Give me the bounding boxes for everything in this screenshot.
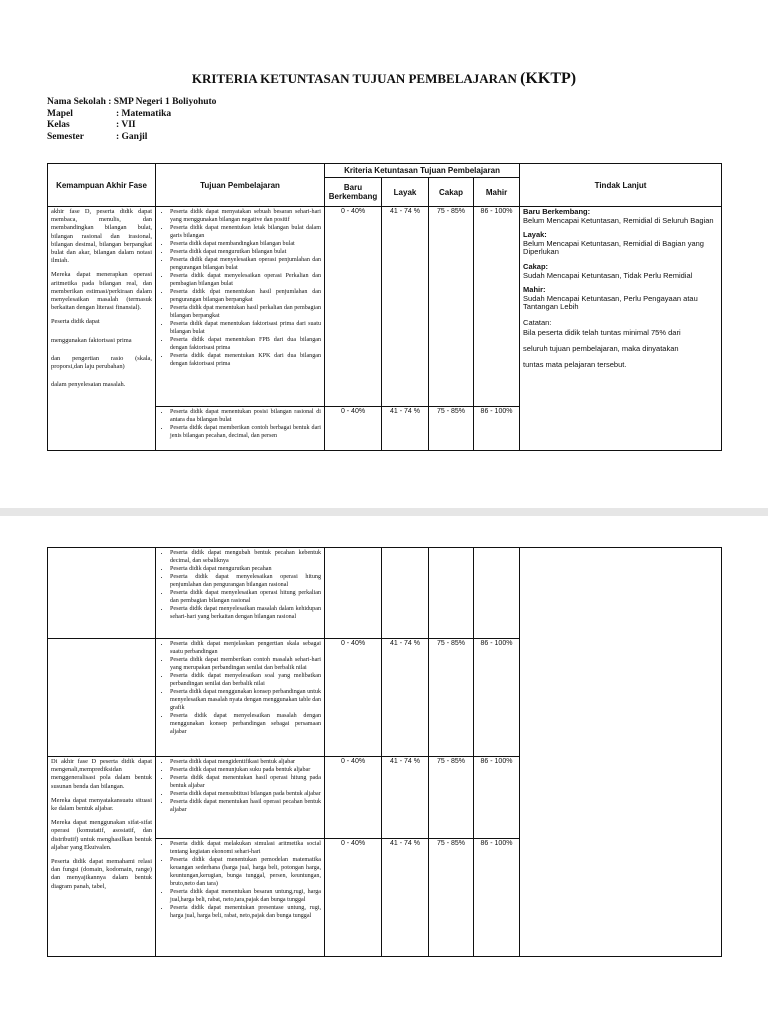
criteria-mahir: 86 - 100% bbox=[474, 639, 520, 757]
document-title bbox=[0, 70, 768, 88]
tujuan-cell-4 bbox=[156, 639, 325, 757]
criteria-empty bbox=[429, 548, 474, 639]
criteria-baru: 0 - 40% bbox=[325, 407, 382, 451]
title-main: KRITERIA KETUNTASAN TUJUAN PEMBELAJARAN bbox=[191, 71, 517, 86]
page-gap bbox=[0, 508, 768, 516]
kemampuan-paragraph: Peserta didik dapat bbox=[51, 318, 100, 326]
tujuan-cell-1 bbox=[156, 207, 325, 407]
kemampuan-paragraph: Mereka dapat menerapkan operasi aritmetika pada bilangan real, dan memberikan estimasi/perkiraan dalam menyelesaikan masalah (termasuk berkaitan dengan literasi finansial). bbox=[51, 271, 152, 312]
tindak-lanjut-cell-empty bbox=[520, 548, 722, 957]
info-value: : Ganjil bbox=[116, 131, 148, 142]
tujuan-item: • Peserta didik dapat menentukan hasil operasi pecahan bentuk aljabar bbox=[170, 798, 321, 814]
kemampuan-paragraph: dalam penyelesaian masalah. bbox=[51, 381, 126, 389]
info-row-mapel bbox=[47, 109, 216, 121]
header-kemampuan: Kemampuan Akhir Fase bbox=[48, 164, 156, 207]
tujuan-item: • Peserta didik dapat menyelesaikan operasi hitung penjumlahan dan pengurangan bilangan rasional bbox=[170, 573, 321, 589]
criteria-layak: 41 - 74 % bbox=[382, 757, 429, 839]
tindak-layak: Layak: Belum Mencapai Ketuntasan, Remidial di Bagian yang Diperlukan bbox=[523, 230, 704, 257]
tujuan-item: • Peserta didik dapat menentukan pemodelan matematika keuangan sederhana (harga jual, harga beli, potongan harga, keuntungan,kerugian, bunga tunggal, persen, keuntungan, bruto,neto dan tara) bbox=[170, 856, 321, 888]
criteria-layak: 41 - 74 % bbox=[382, 839, 429, 957]
criteria-baru: 0 - 40% bbox=[325, 839, 382, 957]
info-label: Kelas bbox=[47, 120, 70, 130]
tindak-cakap: Cakap: Sudah Mencapai Ketuntasan, Tidak Perlu Remidial bbox=[523, 261, 693, 280]
tujuan-item: • Peserta didik dapat menyatakan sebuah besaran sehari-hari yang menggunakan bilangan negative dan positif bbox=[170, 208, 321, 224]
kemampuan-cell-2 bbox=[48, 757, 156, 957]
criteria-empty bbox=[325, 548, 382, 639]
tindak-mahir: Mahir: Sudah Mencapai Ketuntasan, Perlu Pengayaan atau Tantangan Lebih bbox=[523, 285, 698, 312]
info-label: Mapel bbox=[47, 108, 73, 119]
criteria-mahir: 86 - 100% bbox=[474, 207, 520, 407]
tindak-lanjut-cell bbox=[520, 207, 722, 451]
info-label: Nama Sekolah bbox=[47, 97, 106, 107]
tujuan-item: • Peserta didik dpat menentukan hasil penjumlahan dan pengurangan bilangan berpangkat bbox=[170, 288, 321, 304]
tujuan-item: • Peserta didik dapat menentukan letak bilangan bulat dalam garis bilangan bbox=[170, 224, 321, 240]
tujuan-item: • Peserta didik dapat mengubah bentuk pecahan kebentuk decimal, dan sebaliknya bbox=[170, 549, 321, 565]
kemampuan-paragraph: Mereka dapat menyatakansuatu situasi ke dalam bentuk aljabar. bbox=[51, 796, 152, 813]
criteria-baru: 0 - 40% bbox=[325, 207, 382, 407]
kemampuan-paragraph: Di akhir fase D peserta didik dapat mengenali,memprediksidan menggeneralisasi pola dalam bentuk susunan benda dan bilangan. bbox=[51, 758, 152, 790]
school-info bbox=[47, 97, 216, 143]
criteria-cakap: 75 - 85% bbox=[429, 639, 474, 757]
tujuan-item: • Peserta didik dapat mengurutkan pecahan bbox=[170, 565, 321, 573]
header-tindak-lanjut: Tindak Lanjut bbox=[520, 164, 722, 207]
kemampuan-cell-1 bbox=[48, 207, 156, 451]
page-2 bbox=[0, 516, 768, 1024]
criteria-baru: 0 - 40% bbox=[325, 639, 382, 757]
criteria-mahir: 86 - 100% bbox=[474, 407, 520, 451]
info-row-school bbox=[47, 97, 216, 109]
tujuan-cell-6 bbox=[156, 839, 325, 957]
tujuan-item: • Peserta didik dapat mensubtitusi bilangan pada bentuk aljabar bbox=[170, 790, 321, 798]
criteria-mahir: 86 - 100% bbox=[474, 757, 520, 839]
tujuan-item: • Peserta didik dapat menentukan FPB dari dua bilangan dengan faktorisasi prima bbox=[170, 336, 321, 352]
tujuan-cell-2 bbox=[156, 407, 325, 451]
tujuan-item: • Peserta didik dapat menentukan posisi bilangan rasional di antara dua bilangan bulat bbox=[170, 408, 321, 424]
kktp-table-page2 bbox=[47, 547, 722, 957]
kemampuan-paragraph: Peserta didik dapat memahami relasi dan fungsi (domain, kodomain, range) dan menyajikannya dalam bentuk diagram panah, tabel, bbox=[51, 858, 152, 890]
criteria-cakap: 75 - 85% bbox=[429, 757, 474, 839]
criteria-layak: 41 - 74 % bbox=[382, 639, 429, 757]
tujuan-item: • Peserta didik dapat menentukan KPK dari dua bilangan dengan faktorisasi prima bbox=[170, 352, 321, 368]
kemampuan-cell-empty bbox=[48, 639, 156, 757]
tujuan-item: • Peserta didik dapat menentukan hasil operasi hitung pada bentuk aljabar bbox=[170, 774, 321, 790]
tujuan-item: • Peserta didik dapat menyelesaikan masalah dengan menggunakan konsep perbandingan sebagai persamaan aljabar bbox=[170, 712, 321, 736]
kemampuan-paragraph: dan pengertian rasio (skala, proporsi,dan laju perubahan) bbox=[51, 354, 152, 371]
tujuan-item: • Peserta didik dapat menyelesaikan soal yang melibatkan perbandingan senilai dan berbalik nilai bbox=[170, 672, 321, 688]
criteria-layak: 41 - 74 % bbox=[382, 207, 429, 407]
tujuan-item: • Peserta didik dapat menggunakan konsep perbandingan untuk menyelesaikan masalah nyata dengan menggunakan table dan grafik bbox=[170, 688, 321, 712]
tujuan-item: • Peserta didik dapat menentukan besaran untung,rugi, harga jual,harga beli, rabat, neto,tara,pajak dan bunga tunggal bbox=[170, 888, 321, 904]
info-value: : VII bbox=[116, 120, 136, 130]
header-kriteria: Kriteria Ketuntasan Tujuan Pembelajaran bbox=[325, 164, 520, 178]
header-layak: Layak bbox=[382, 178, 429, 207]
criteria-empty bbox=[382, 548, 429, 639]
kemampuan-paragraph: menggunakan faktorisasi prima bbox=[51, 336, 132, 344]
tujuan-item: • Peserta didik dapat menyelesaikan masalah dalam kehidupan sehari-hari yang berkaitan dengan bilangan rasional bbox=[170, 605, 321, 621]
tujuan-item: • Peserta didik dapat menyelesaikan operasi hitung perkalian dan pembagian bilangan rasional bbox=[170, 589, 321, 605]
info-value: : Matematika bbox=[116, 108, 172, 119]
tindak-baru-berkembang: Baru Berkembang: Belum Mencapai Ketuntasan, Remidial di Seluruh Bagian bbox=[523, 207, 714, 225]
criteria-cakap: 75 - 85% bbox=[429, 207, 474, 407]
tujuan-item: • Peserta didik dpat menentukan hasil perkalian dan pembagian bilangan berpangkat bbox=[170, 304, 321, 320]
info-value: : SMP Negeri 1 Boliyohuto bbox=[108, 97, 217, 107]
header-baru-berkembang: Baru Berkembang bbox=[325, 178, 382, 207]
kemampuan-paragraph: akhir fase D, peserta didik dapat membaca, menulis, dan membandingkan bilangan bulat, bilangan rasional dan irasional, bilangan desimal, bilangan berpangkat bulat dan akar, bilangan dalam notasi ilmiah. bbox=[51, 208, 152, 265]
tujuan-item: • Peserta didik dapat memberikan contoh berbagai bentuk dari jenis bilangan pecahan, decimal, dan persen bbox=[170, 424, 321, 440]
info-label: Semester bbox=[47, 131, 84, 142]
tujuan-item: • Peserta didik dapat memberikan contoh masalah sehari-hari yang merupakan perbandingan senilai dan berbalik nilai bbox=[170, 656, 321, 672]
criteria-cakap: 75 - 85% bbox=[429, 839, 474, 957]
tujuan-item: • Peserta didik dapat menyelesaikan operasi Perkalian dan pembagian bilangan bulat bbox=[170, 272, 321, 288]
tujuan-item: • Peserta didik dapat melakukan simulasi aritmetika social tentang kegiatan ekonomi sehari-hari bbox=[170, 840, 321, 856]
criteria-layak: 41 - 74 % bbox=[382, 407, 429, 451]
tujuan-item: • Peserta didik dapat menjelaskan pengertian skala sebagai suatu perbandingan bbox=[170, 640, 321, 656]
page-1 bbox=[0, 0, 768, 508]
tujuan-item: • Peserta didik dapat membandingkan bilangan bulat bbox=[170, 240, 321, 248]
header-cakap: Cakap bbox=[429, 178, 474, 207]
header-tujuan: Tujuan Pembelajaran bbox=[156, 164, 325, 207]
tujuan-item: • Peserta didik dapat menentukan presentase untung, rugi, harga jual, harga beli, rabat, neto,pajak dan bunga tunggal bbox=[170, 904, 321, 920]
kemampuan-paragraph: Mereka dapat menggunakan sifat-sifat operasi (komutatif, asosiatif, dan distributif) untuk menghasilkan bentuk aljabar yang Ekuivalen. bbox=[51, 819, 152, 851]
tujuan-item: • Peserta didik dapat menentukan faktorisasi prima dari suatu bilangan bulat bbox=[170, 320, 321, 336]
tujuan-item: • Peserta didik dapat mengurutkan bilangan bulat bbox=[170, 248, 321, 256]
criteria-cakap: 75 - 85% bbox=[429, 407, 474, 451]
tujuan-item: • Peserta didik dapat menunjukan suku pada bentuk aljabar bbox=[170, 766, 321, 774]
tujuan-item: • Peserta didik dapat mengidentifikasi bentuk aljabar bbox=[170, 758, 321, 766]
tujuan-item: • Peserta didik dapat menyelesaikan operasi penjumlahan dan pengurangan bilangan bulat bbox=[170, 256, 321, 272]
info-row-kelas bbox=[47, 120, 216, 132]
catatan-note: Catatan: Bila peserta didik telah tuntas minimal 75% dari seluruh tujuan pembelajaran, maka dinyatakan tuntas mata pelajaran tersebut. bbox=[523, 317, 681, 369]
kktp-table-page1 bbox=[47, 163, 722, 451]
criteria-baru: 0 - 40% bbox=[325, 757, 382, 839]
info-row-semester bbox=[47, 132, 216, 144]
kemampuan-cell-empty bbox=[48, 548, 156, 639]
tujuan-cell-5 bbox=[156, 757, 325, 839]
tujuan-cell-3 bbox=[156, 548, 325, 639]
header-mahir: Mahir bbox=[474, 178, 520, 207]
title-abbr: (KKTP) bbox=[520, 70, 577, 87]
criteria-empty bbox=[474, 548, 520, 639]
criteria-mahir: 86 - 100% bbox=[474, 839, 520, 957]
